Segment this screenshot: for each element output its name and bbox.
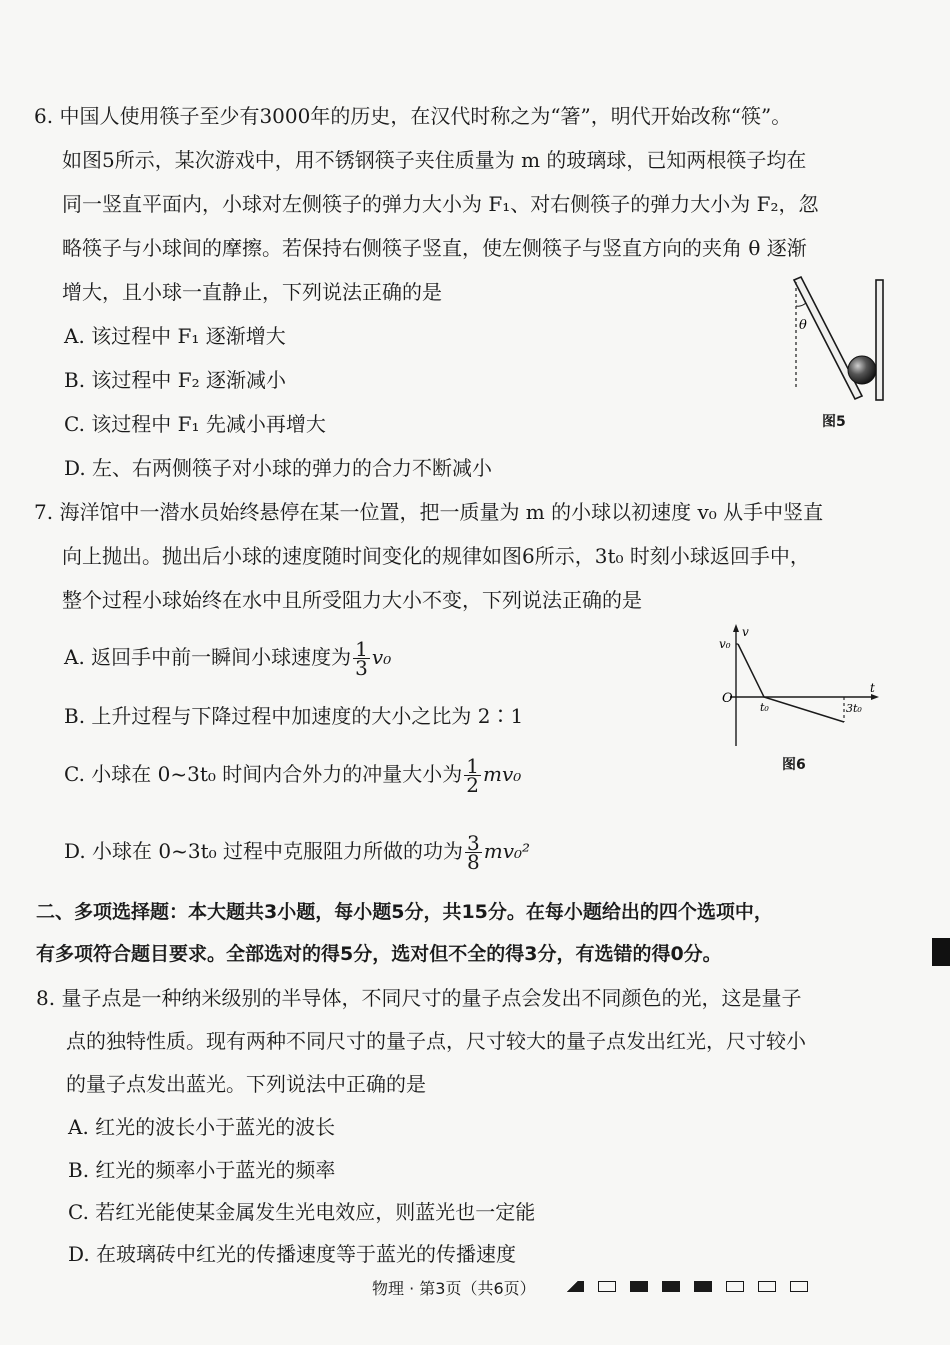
fraction-numerator: 3 <box>467 831 480 855</box>
fraction-denominator: 3 <box>355 656 368 680</box>
q7-stem-line: 整个过程小球始终在水中且所受阻力大小不变，下列说法正确的是 <box>62 588 642 612</box>
q8-stem-line: 8. 量子点是一种纳米级别的半导体，不同尺寸的量子点会发出不同颜色的光，这是量子 <box>36 986 802 1010</box>
fraction <box>465 831 482 874</box>
edge-tab-mark <box>932 938 950 966</box>
q7-option-c-text: C. 小球在 0~3t₀ 时间内合外力的冲量大小为 <box>64 762 463 786</box>
q8-option-c: C. 若红光能使某金属发生光电效应，则蓝光也一定能 <box>68 1200 536 1224</box>
section-2-heading-line: 二、多项选择题：本大题共3小题，每小题5分，共15分。在每小题给出的四个选项中， <box>36 901 773 923</box>
progress-mark-empty <box>726 1281 744 1292</box>
q6-stem-line: 6. 中国人使用筷子至少有3000年的历史，在汉代时称之为“箸”，明代开始改称“筷”。 <box>34 104 792 128</box>
velocity-line <box>738 644 844 722</box>
glass-ball <box>848 356 876 384</box>
q7-option-d-unit: mv₀² <box>483 839 531 863</box>
q7-option-a-text: A. 返回手中前一瞬间小球速度为 <box>64 645 352 669</box>
figure-6-caption: 图6 <box>782 757 806 773</box>
right-chopstick <box>876 280 883 400</box>
fraction-numerator: 1 <box>466 754 480 778</box>
figure-6-velocity-time-graph <box>716 622 886 750</box>
progress-mark-filled <box>630 1281 648 1292</box>
q8-stem-line: 的量子点发出蓝光。下列说法中正确的是 <box>66 1072 426 1096</box>
v-axis-arrow <box>733 624 739 632</box>
q8-option-b: B. 红光的频率小于蓝光的频率 <box>68 1158 336 1182</box>
fraction <box>353 637 370 680</box>
fraction-numerator: 1 <box>355 637 368 661</box>
q8-option-a: A. 红光的波长小于蓝光的波长 <box>68 1115 336 1139</box>
q7-option-c-unit: mv₀ <box>483 762 522 786</box>
angle-theta-label: θ <box>799 318 807 333</box>
q7-option-d <box>64 831 531 874</box>
q8-option-d: D. 在玻璃砖中红光的传播速度等于蓝光的传播速度 <box>68 1242 517 1266</box>
progress-mark-half <box>566 1281 584 1292</box>
q6-option-a: A. 该过程中 F₁ 逐渐增大 <box>64 324 286 348</box>
q7-stem-line: 7. 海洋馆中一潜水员始终悬停在某一位置，把一质量为 m 的小球以初速度 v₀ 从手中竖直 <box>34 500 824 524</box>
v0-label: v₀ <box>719 637 731 651</box>
q6-stem-line: 略筷子与小球间的摩擦。若保持右侧筷子竖直，使左侧筷子与竖直方向的夹角 θ 逐渐 <box>62 236 807 260</box>
angle-arc <box>796 303 806 306</box>
q7-option-a-unit: v₀ <box>371 645 392 669</box>
left-chopstick <box>794 277 862 399</box>
figure-5-chopsticks <box>780 272 900 407</box>
q6-stem-line: 同一竖直平面内，小球对左侧筷子的弹力大小为 F₁、对右侧筷子的弹力大小为 F₂，忽 <box>62 192 819 216</box>
3t0-label: 3t₀ <box>846 702 862 715</box>
q7-option-b: B. 上升过程与下降过程中加速度的大小之比为 2∶1 <box>64 704 524 728</box>
q7-option-a <box>64 637 392 680</box>
fraction-denominator: 8 <box>467 850 480 874</box>
t0-label: t₀ <box>760 701 769 714</box>
q6-stem-line: 增大，且小球一直静止，下列说法正确的是 <box>62 280 442 304</box>
figure-5-caption: 图5 <box>822 414 846 430</box>
q6-option-b: B. 该过程中 F₂ 逐渐减小 <box>64 368 287 392</box>
fraction-denominator: 2 <box>466 773 480 797</box>
page-progress-marks <box>566 1281 808 1292</box>
q7-option-c <box>64 754 522 797</box>
progress-mark-filled <box>694 1281 712 1292</box>
q7-stem-line: 向上抛出。抛出后小球的速度随时间变化的规律如图6所示，3t₀ 时刻小球返回手中， <box>62 544 810 568</box>
q6-option-d: D. 左、右两侧筷子对小球的弹力的合力不断减小 <box>64 456 493 480</box>
v-axis-label: v <box>742 625 749 639</box>
q6-stem-line: 如图5所示，某次游戏中，用不锈钢筷子夹住质量为 m 的玻璃球，已知两根筷子均在 <box>62 148 807 172</box>
t-axis-label: t <box>870 681 875 695</box>
fraction <box>464 754 481 797</box>
progress-mark-empty <box>758 1281 776 1292</box>
progress-mark-empty <box>790 1281 808 1292</box>
q8-stem-line: 点的独特性质。现有两种不同尺寸的量子点，尺寸较大的量子点发出红光，尺寸较小 <box>66 1029 806 1053</box>
q7-option-d-text: D. 小球在 0~3t₀ 过程中克服阻力所做的功为 <box>64 839 464 863</box>
origin-label: O <box>722 691 733 706</box>
progress-mark-empty <box>598 1281 616 1292</box>
q6-option-c: C. 该过程中 F₁ 先减小再增大 <box>64 412 326 436</box>
section-2-heading-line: 有多项符合题目要求。全部选对的得5分，选对但不全的得3分，有选错的得0分。 <box>36 943 722 965</box>
progress-mark-filled <box>662 1281 680 1292</box>
page-footer: 物理 · 第3页（共6页） <box>372 1279 536 1298</box>
